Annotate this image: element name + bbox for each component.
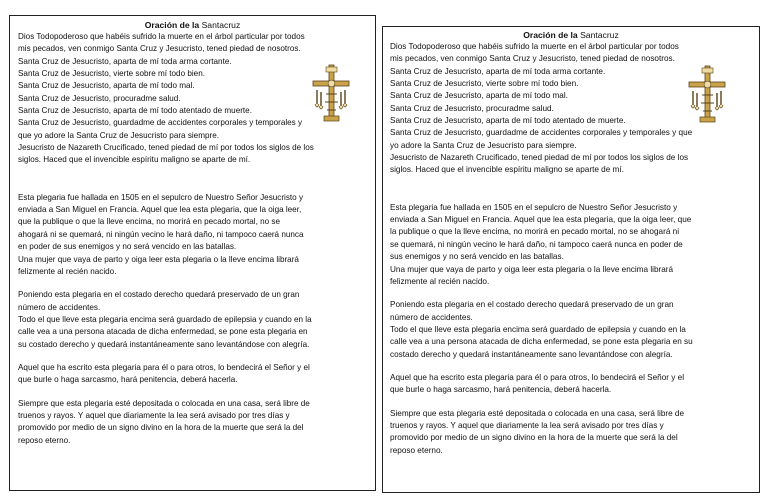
text-line: Santa Cruz de Jesucristo, procuradme salud.	[390, 103, 554, 113]
text-line: Santa Cruz de Jesucristo, vierte sobre mí todo bien.	[390, 79, 579, 89]
text-line: calle vea a una persona atacada de dicha enfermedad, se pone esta plegaria en	[18, 327, 308, 337]
text-line: Siempre que esta plegaria esté depositada o colocada en una casa, será libre de	[18, 398, 310, 408]
prayer-title	[18, 19, 367, 31]
origin-paragraph	[18, 192, 367, 278]
text-line: se quemará, ni ningún vecino le hará daño, ni tampoco caerá nunca en poder de	[390, 239, 683, 249]
holy-cross-icon	[310, 64, 352, 122]
text-line: que yo adore la Santa Cruz de Jesucristo para siempre.	[18, 130, 219, 140]
text-line: reposo eterno.	[18, 435, 71, 445]
text-line: reposo eterno.	[390, 445, 443, 455]
title-main: Oración de la	[523, 30, 578, 40]
prayer-card-left	[9, 15, 376, 491]
prayer-card-right	[382, 26, 760, 493]
protection-paragraph	[18, 289, 367, 351]
text-line: Santa Cruz de Jesucristo, aparta de mí toda arma cortante.	[18, 56, 232, 66]
text-line: que la publique o que la lleve encima, no morirá en pecado mortal, no se	[18, 217, 280, 227]
text-line: Aquel que ha escrito esta plegaria para él o para otros, lo bendecirá el Señor y el	[390, 372, 685, 382]
text-line: promovido por medio de un signo divino en la hora de la muerte que será la del	[18, 423, 304, 433]
text-line: Santa Cruz de Jesucristo, vierte sobre mí todo bien.	[18, 69, 205, 79]
text-line: Santa Cruz de Jesucristo, aparta de mí todo atentado de muerte.	[18, 106, 252, 116]
house-paragraph	[390, 408, 752, 457]
text-line: felizmente al recién nacido.	[390, 276, 490, 286]
text-line: enviada a San Miguel en Francia. Aquel que lea esta plegaria, que la oiga leer, que	[390, 215, 692, 225]
title-saint: Santacruz	[201, 20, 241, 30]
text-line: número de accidentes.	[390, 312, 473, 322]
text-line: Santa Cruz de Jesucristo, aparta de mí todo mal.	[390, 91, 568, 101]
text-line: Poniendo esta plegaria en el costado derecho quedará preservado de un gran	[18, 290, 300, 300]
text-line: Una mujer que vaya de parto y oiga leer esta plegaria o la lleve encima librará	[18, 254, 299, 264]
text-line: Una mujer que vaya de parto y oiga leer esta plegaria o la lleve encima librará	[390, 264, 674, 274]
text-line: ahogará ni se quemará, ni ningún vecino le hará daño, ni tampoco caerá nunca	[18, 229, 304, 239]
text-line: siglos. Haced que el invencible espíritu maligno se aparte de mí.	[18, 155, 251, 165]
text-line: sus enemigos y no será vencido en las batallas.	[390, 252, 564, 262]
text-line: siglos. Haced que el invencible espíritu maligno se aparte de mí.	[390, 165, 624, 175]
text-line: Poniendo esta plegaria en el costado derecho quedará preservado de un gran	[390, 300, 674, 310]
text-line: Todo el que lleve esta plegaria encima será guardado de epilepsia y cuando en la	[18, 314, 312, 324]
text-line: Santa Cruz de Jesucristo, aparta de mí todo atentado de muerte.	[390, 116, 626, 126]
text-line: Santa Cruz de Jesucristo, aparta de mí toda arma cortante.	[390, 66, 606, 76]
text-line: felizmente al recién nacido.	[18, 266, 117, 276]
blessing-paragraph	[390, 372, 752, 397]
text-line: Jesucristo de Nazareth Crucificado, tened piedad de mí por todos los siglos de los	[390, 153, 689, 163]
text-line: que burle o haga sarcasmo, hará penitencia, deberá hacerla.	[390, 385, 612, 395]
text-line: Santa Cruz de Jesucristo, aparta de mí todo mal.	[18, 81, 195, 91]
text-line: Santa Cruz de Jesucristo, procuradme salud.	[18, 93, 181, 103]
holy-cross-icon	[686, 65, 728, 123]
text-line: truenos y rayos. Y aquel que diariamente la lea será avisado por tres días y	[18, 410, 290, 420]
protection-paragraph	[390, 299, 752, 361]
text-line: Dios Todopoderoso que habéis sufrido la muerte en el árbol particular por todos	[390, 42, 679, 51]
house-paragraph	[18, 398, 367, 447]
text-line: mis pecados, ven conmigo Santa Cruz y Jesucristo, tened piedad de nosotros.	[18, 44, 301, 54]
blessing-paragraph	[18, 362, 367, 387]
text-line: promovido por medio de un signo divino en la hora de la muerte que será la del	[390, 433, 678, 443]
text-line: su costado derecho y quedará instantáneamente sano levantándose con alegría.	[18, 339, 310, 349]
text-line: Jesucristo de Nazareth Crucificado, tened piedad de mí por todos los siglos de los	[18, 143, 314, 153]
title-saint: Santacruz	[580, 30, 619, 40]
text-line: Aquel que ha escrito esta plegaria para él o para otros, lo bendecirá el Señor y el	[18, 362, 310, 372]
prayer-title	[390, 29, 752, 41]
text-line: yo adore la Santa Cruz de Jesucristo para siempre.	[390, 140, 577, 150]
text-line: Santa Cruz de Jesucristo, guardadme de accidentes corporales y temporales y que	[390, 128, 693, 138]
text-line: la publique o que la lleve encima, no morirá en pecado mortal, no se ahogará ni	[390, 227, 680, 237]
text-line: Todo el que lleve esta plegaria encima será guardado de epilepsia y cuando en la	[390, 324, 686, 334]
text-line: que burle o haga sarcasmo, hará penitencia, deberá hacerla.	[18, 375, 238, 385]
text-line: calle vea a una persona atacada de dicha enfermedad, se pone esta plegaria en su	[390, 337, 693, 347]
text-line: Dios Todopoderoso que habéis sufrido la muerte en el árbol particular por todos	[18, 32, 305, 41]
title-main: Oración de la	[144, 20, 200, 30]
text-line: truenos y rayos. Y aquel que diariamente la lea será avisado por tres días y	[390, 420, 664, 430]
text-line: enviada a San Miguel en Francia. Aquel que lea esta plegaria, que la oiga leer,	[18, 205, 302, 215]
text-line: número de accidentes.	[18, 302, 101, 312]
text-line: en poder de sus enemigos y no será vencido en las batallas.	[18, 242, 237, 252]
text-line: Santa Cruz de Jesucristo, guardadme de accidentes corporales y temporales y	[18, 118, 303, 128]
text-line: costado derecho y quedará instantáneamente sano levantándose con alegría.	[390, 349, 673, 359]
text-line: mis pecados, ven conmigo Santa Cruz y Jesucristo, tened piedad de nosotros.	[390, 54, 675, 64]
text-line: Esta plegaria fue hallada en 1505 en el sepulcro de Nuestro Señor Jesucristo y	[18, 192, 304, 202]
text-line: Siempre que esta plegaria esté depositada o colocada en una casa, será libre de	[390, 408, 685, 418]
origin-paragraph	[390, 202, 752, 288]
text-line: Esta plegaria fue hallada en 1505 en el sepulcro de Nuestro Señor Jesucristo y	[390, 202, 678, 212]
